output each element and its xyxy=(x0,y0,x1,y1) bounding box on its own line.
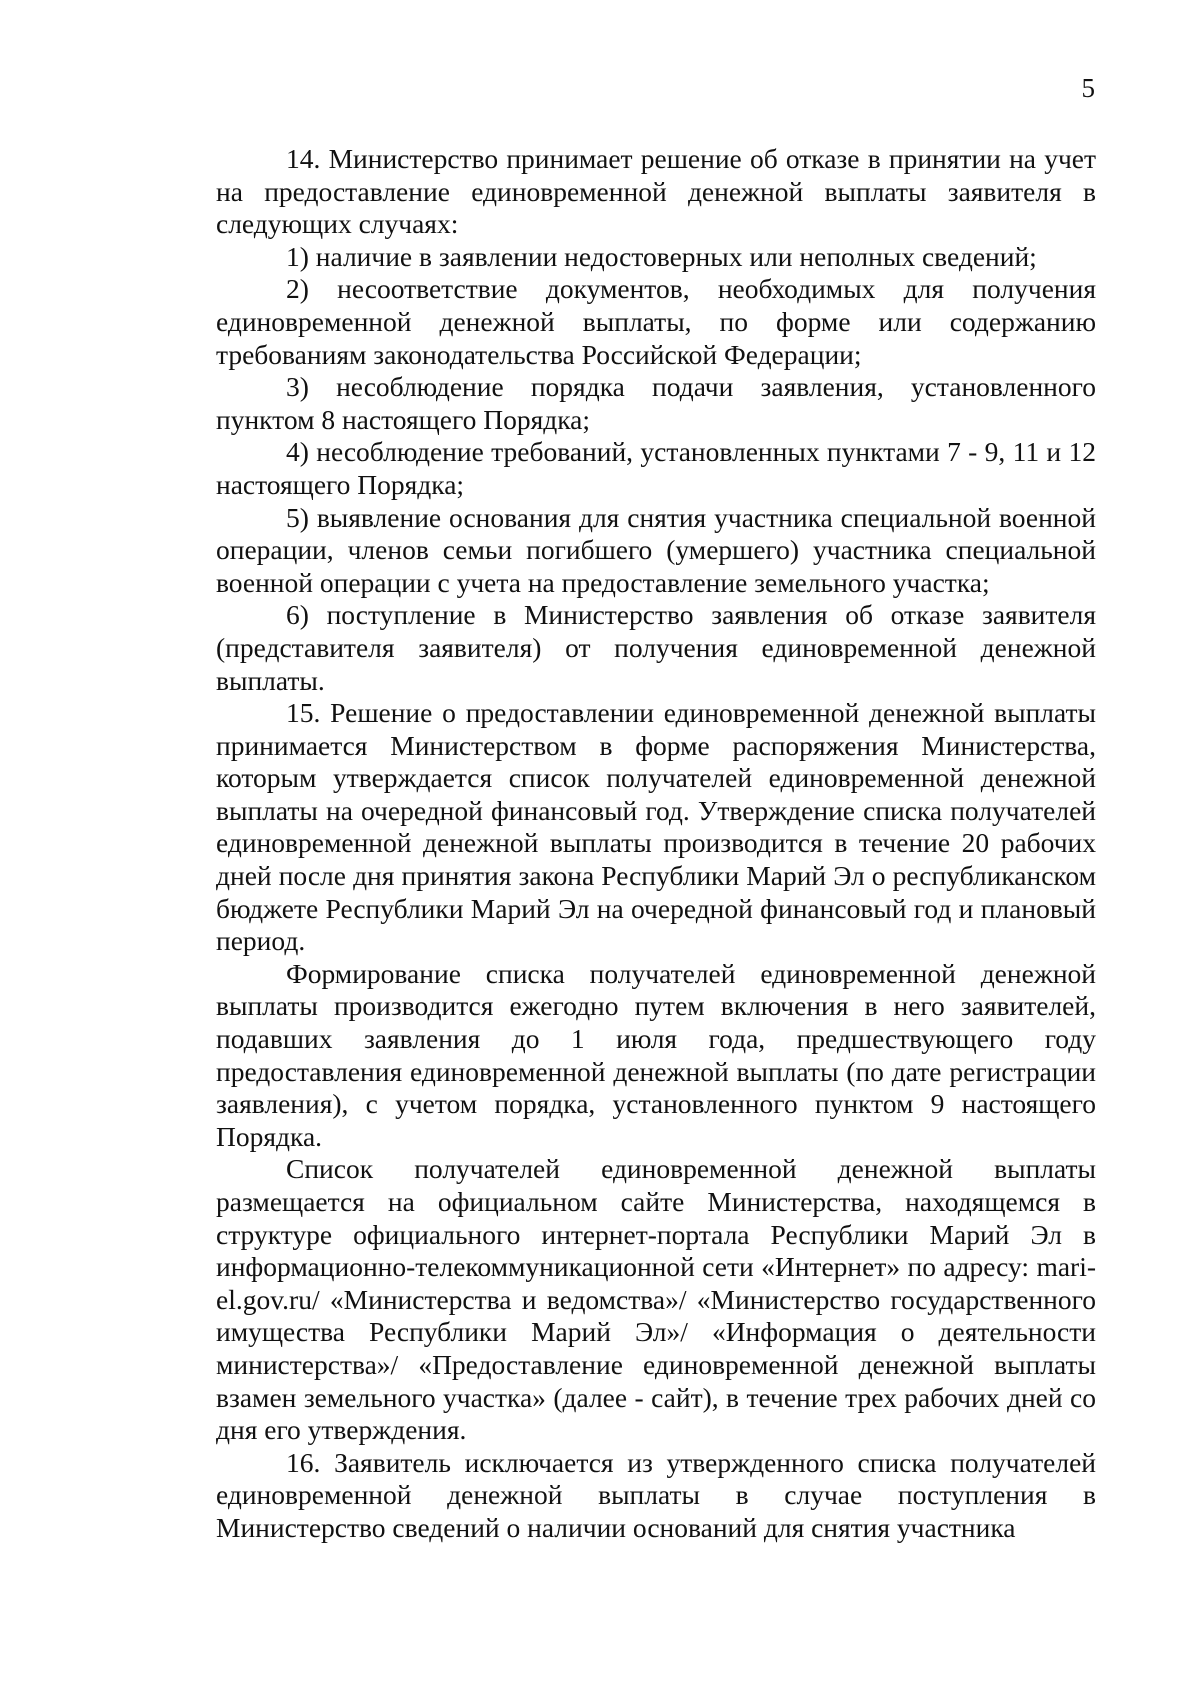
paragraph-14-item-1: 1) наличие в заявлении недостоверных или неполных сведений; xyxy=(286,240,1037,272)
document-body xyxy=(216,143,1096,1545)
paragraph-14-item-4: 4) несоблюдение требований, установленных пунктами 7 - 9, 11 и 12 настоящего Порядка; xyxy=(216,436,1096,500)
paragraph-15-list-formation: Формирование списка получателей единовременной денежной выплаты производится ежегодно путем включения в него заявителей, подавших заявления до 1 июля года, предшествующего году предоставления единовременной денежной выплаты (по дате регистрации заявления), с учетом порядка, установленного пунктом 9 настоящего Порядка. xyxy=(216,957,1096,1152)
paragraph-14-item-5: 5) выявление основания для снятия участника специальной военной операции, членов семьи погибшего (умершего) участника специальной военной операции с учета на предоставление земельного участка; xyxy=(216,501,1096,598)
paragraph-14-item-2: 2) несоответствие документов, необходимых для получения единовременной денежной выплаты, по форме или содержанию требованиям законодательства Российской Федерации; xyxy=(216,273,1096,370)
paragraph-14-item-6: 6) поступление в Министерство заявления об отказе заявителя (представителя заявителя) от получения единовременной денежной выплаты. xyxy=(216,599,1096,696)
page-number: 5 xyxy=(1081,73,1095,103)
paragraph-16: 16. Заявитель исключается из утвержденного списка получателей единовременной денежной выплаты в случае поступления в Министерство сведений о наличии оснований для снятия участника xyxy=(216,1446,1096,1543)
paragraph-15: 15. Решение о предоставлении единовременной денежной выплаты принимается Министерством в форме распоряжения Министерства, которым утверждается список получателей единовременной денежной выплаты на очередной финансовый год. Утверждение списка получателей единовременной денежной выплаты производится в течение 20 рабочих дней после дня принятия закона Республики Марий Эл о республиканском бюджете Республики Марий Эл на очередной финансовый год и плановый период. xyxy=(216,697,1096,957)
paragraph-15-list-publication: Список получателей единовременной денежной выплаты размещается на официальном сайте Министерства, находящемся в структуре официального интернет-портала Республики Марий Эл в информационно-телекоммуникационной сети «Интернет» по адресу: mari-el.gov.ru/ «Министерства и ведомства»/ «Министерство государственного имущества Республики Марий Эл»/ «Информация о деятельности министерства»/ «Предоставление единовременной денежной выплаты взамен земельного участка» (далее - сайт), в течение трех рабочих дней со дня его утверждения. xyxy=(216,1153,1096,1446)
paragraph-14-item-3: 3) несоблюдение порядка подачи заявления, установленного пунктом 8 настоящего Порядка; xyxy=(216,371,1096,435)
paragraph-14-intro: 14. Министерство принимает решение об отказе в принятии на учет на предоставление единовременной денежной выплаты заявителя в следующих случаях: xyxy=(216,143,1096,240)
